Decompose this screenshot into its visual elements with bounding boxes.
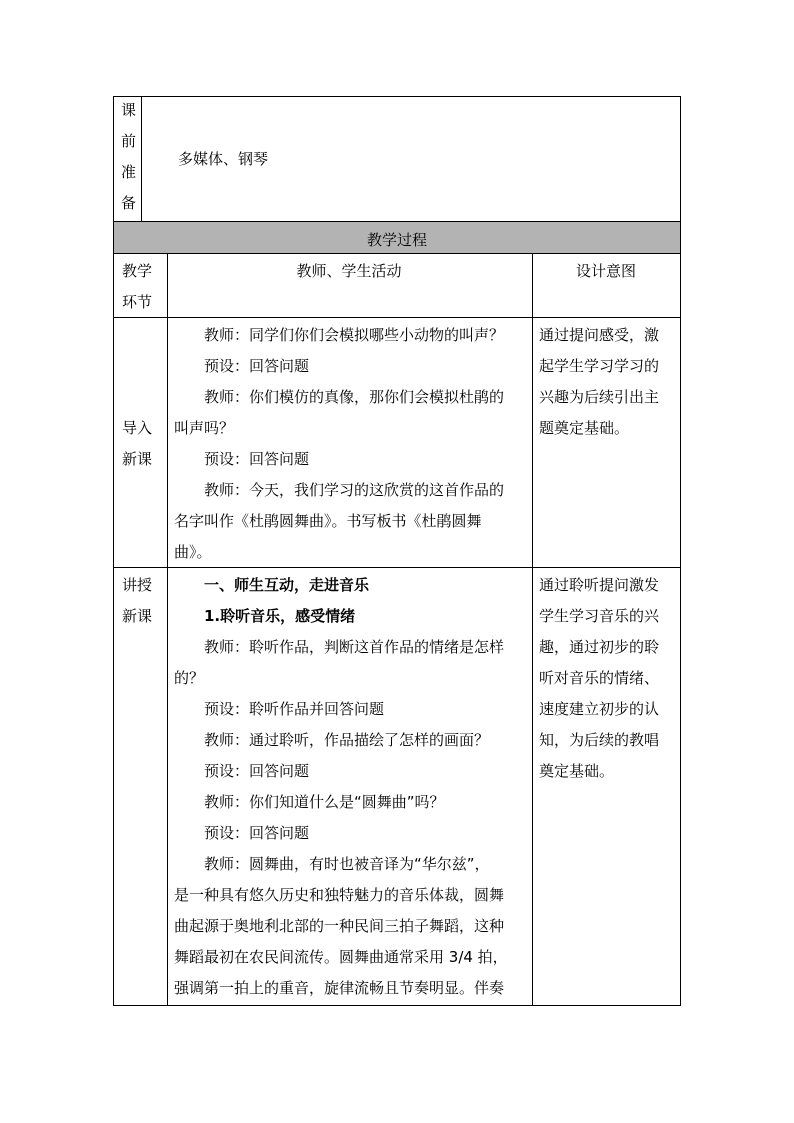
activity-line: 预设：回答问题 bbox=[174, 450, 310, 468]
header-intent: 设计意图 bbox=[575, 262, 636, 280]
prep-label-char: 准 bbox=[121, 163, 137, 181]
prep-label-cell bbox=[114, 97, 142, 221]
header-stage-line: 教学 bbox=[122, 262, 153, 280]
intent-line: 学生学习音乐的兴 bbox=[539, 607, 660, 625]
activity-line: 是一种具有悠久历史和独特魅力的音乐体裁，圆舞 bbox=[174, 886, 505, 904]
activity-line: 教师：通过聆听，作品描绘了怎样的画面？ bbox=[174, 731, 490, 749]
activity-line: 曲起源于奥地利北部的一种民间三拍子舞蹈，这种 bbox=[174, 917, 505, 935]
stage-label: 新课 bbox=[122, 607, 153, 625]
activity-line: 叫声吗？ bbox=[174, 419, 235, 437]
column-divider bbox=[167, 254, 168, 1005]
activity-line: 名字叫作《杜鹃圆舞曲》。书写板书《杜鹃圆舞 bbox=[174, 512, 482, 530]
header-stage-line: 环节 bbox=[122, 293, 153, 311]
activity-line: 的？ bbox=[174, 669, 205, 687]
row-divider bbox=[114, 567, 680, 568]
prep-label-char: 前 bbox=[121, 132, 137, 150]
prep-label-char: 课 bbox=[121, 101, 137, 119]
process-banner bbox=[113, 222, 681, 254]
intent-line: 通过提问感受，激 bbox=[539, 326, 660, 344]
activity-line: 教师：今天，我们学习的这欣赏的这首作品的 bbox=[174, 481, 505, 499]
intent-line: 速度建立初步的认 bbox=[539, 700, 660, 718]
subsection-heading: 1.聆听音乐，感受情绪 bbox=[174, 607, 356, 625]
activity-line: 教师：你们模仿的真像，那你们会模拟杜鹃的 bbox=[174, 388, 505, 406]
activity-line: 预设：回答问题 bbox=[174, 762, 310, 780]
intent-line: 知，为后续的教唱 bbox=[539, 731, 660, 749]
prep-label-char: 备 bbox=[121, 194, 137, 212]
intent-line: 题奠定基础。 bbox=[539, 419, 630, 437]
intent-line: 听对音乐的情绪、 bbox=[539, 669, 660, 687]
process-banner-title: 教学过程 bbox=[366, 231, 427, 249]
header-activity: 教师、学生活动 bbox=[296, 262, 402, 280]
row-divider bbox=[114, 317, 680, 318]
activity-line: 教师：聆听作品，判断这首作品的情绪是怎样 bbox=[174, 638, 505, 656]
activity-line: 教师：同学们你们会模拟哪些小动物的叫声？ bbox=[174, 326, 505, 344]
prep-content: 多媒体、钢琴 bbox=[178, 150, 269, 168]
column-divider bbox=[532, 254, 533, 1005]
intent-line: 兴趣为后续引出主 bbox=[539, 388, 660, 406]
stage-label: 讲授 bbox=[122, 576, 153, 594]
activity-line: 教师：圆舞曲，有时也被音译为“华尔兹”， bbox=[174, 855, 490, 873]
intent-line: 趣，通过初步的聆 bbox=[539, 638, 660, 656]
activity-line: 曲》。 bbox=[174, 543, 212, 561]
activity-line: 舞蹈最初在农民间流传。圆舞曲通常采用 3/4 拍， bbox=[174, 948, 508, 966]
activity-line: 预设：回答问题 bbox=[174, 357, 310, 375]
stage-label: 新课 bbox=[122, 450, 153, 468]
intent-line: 起学生学习学习的 bbox=[539, 357, 660, 375]
activity-line: 强调第一拍上的重音，旋律流畅且节奏明显。伴奏 bbox=[174, 979, 505, 997]
intent-line: 通过聆听提问激发 bbox=[539, 576, 660, 594]
activity-line: 教师：你们知道什么是“圆舞曲”吗？ bbox=[174, 793, 445, 811]
activity-line: 预设：回答问题 bbox=[174, 824, 310, 842]
activity-line: 预设：聆听作品并回答问题 bbox=[174, 700, 385, 718]
section-heading: 一、师生互动，走进音乐 bbox=[174, 576, 370, 594]
stage-label: 导入 bbox=[122, 419, 153, 437]
intent-line: 奠定基础。 bbox=[539, 762, 615, 780]
